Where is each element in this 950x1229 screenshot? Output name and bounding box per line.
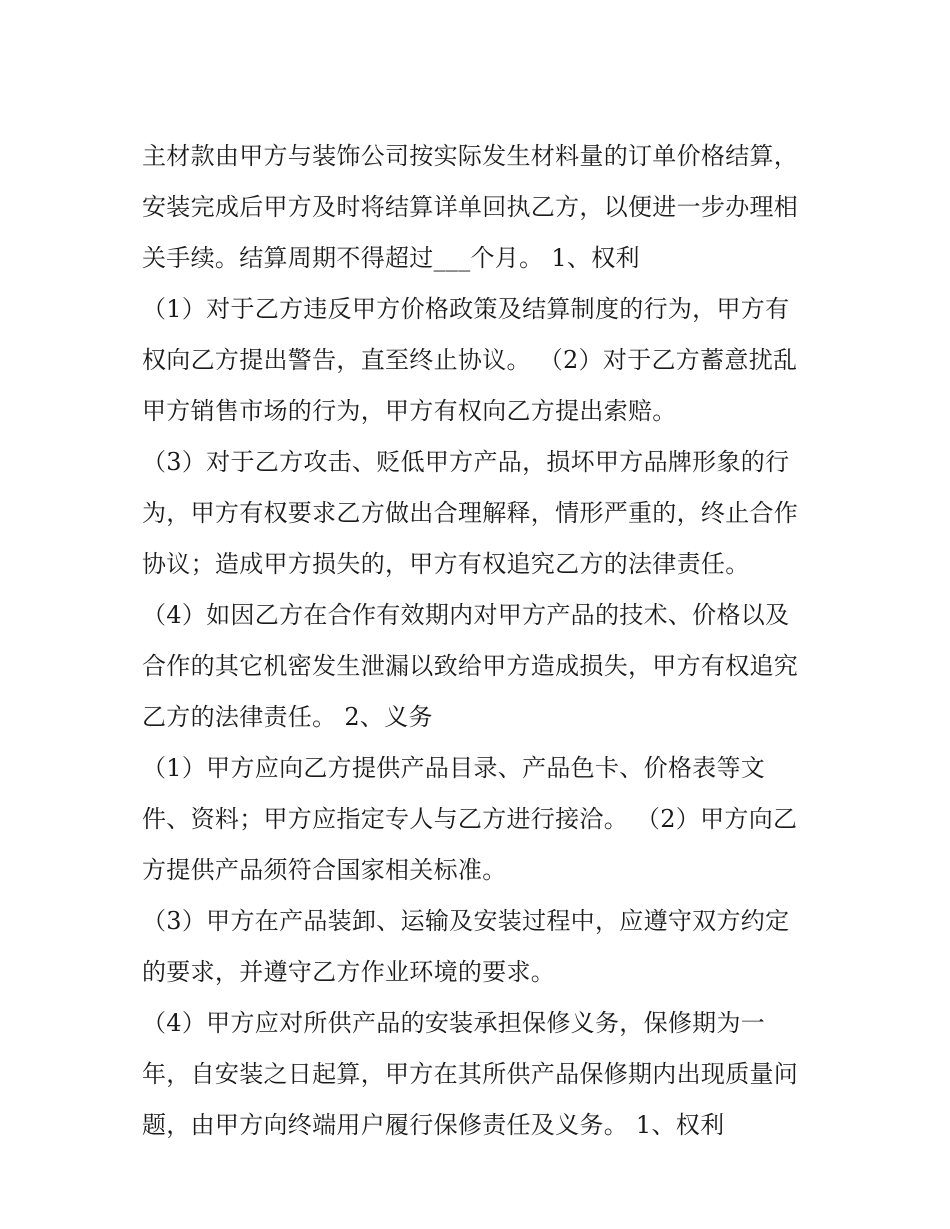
text-line: 件、资料；甲方应指定专人与乙方进行接洽。 （2）甲方向乙: [142, 805, 798, 833]
text-line: 为，甲方有权要求乙方做出合理解释，情形严重的，终止合作: [142, 499, 799, 527]
text-line: 关手续。结算周期不得超过___个月。 1、权利: [142, 244, 640, 272]
text-line: （3）甲方在产品装卸、运输及安装过程中，应遵守双方约定: [142, 907, 790, 935]
text-line: （4）甲方应对所供产品的安装承担保修义务，保修期为一: [142, 1009, 766, 1037]
text-line: 权向乙方提出警告，直至终止协议。 （2）对于乙方蓄意扰乱: [142, 346, 798, 374]
text-line: 乙方的法律责任。 2、义务: [142, 703, 433, 731]
text-line: 主材款由甲方与装饰公司按实际发生材料量的订单价格结算，: [142, 142, 799, 170]
text-line: 题，由甲方向终端用户履行保修责任及义务。 1、权利: [142, 1111, 725, 1139]
text-line: 协议；造成甲方损失的，甲方有权追究乙方的法律责任。: [142, 550, 750, 578]
text-line: 甲方销售市场的行为，甲方有权向乙方提出索赔。: [142, 397, 677, 425]
text-line: （3）对于乙方攻击、贬低甲方产品，损坏甲方品牌形象的行: [142, 448, 790, 476]
text-line: （4）如因乙方在合作有效期内对甲方产品的技术、价格以及: [142, 601, 790, 629]
text-line: 年，自安装之日起算，甲方在其所供产品保修期内出现质量问: [142, 1060, 799, 1088]
text-line: 方提供产品须符合国家相关标准。: [142, 856, 507, 884]
text-line: 合作的其它机密发生泄漏以致给甲方造成损失，甲方有权追究: [142, 652, 799, 680]
text-line: 的要求，并遵守乙方作业环境的要求。: [142, 958, 556, 986]
text-line: （1）对于乙方违反甲方价格政策及结算制度的行为，甲方有: [142, 295, 790, 323]
text-line: （1）甲方应向乙方提供产品目录、产品色卡、价格表等文: [142, 754, 766, 782]
text-line: 安装完成后甲方及时将结算详单回执乙方，以便进一步办理相: [142, 193, 799, 221]
